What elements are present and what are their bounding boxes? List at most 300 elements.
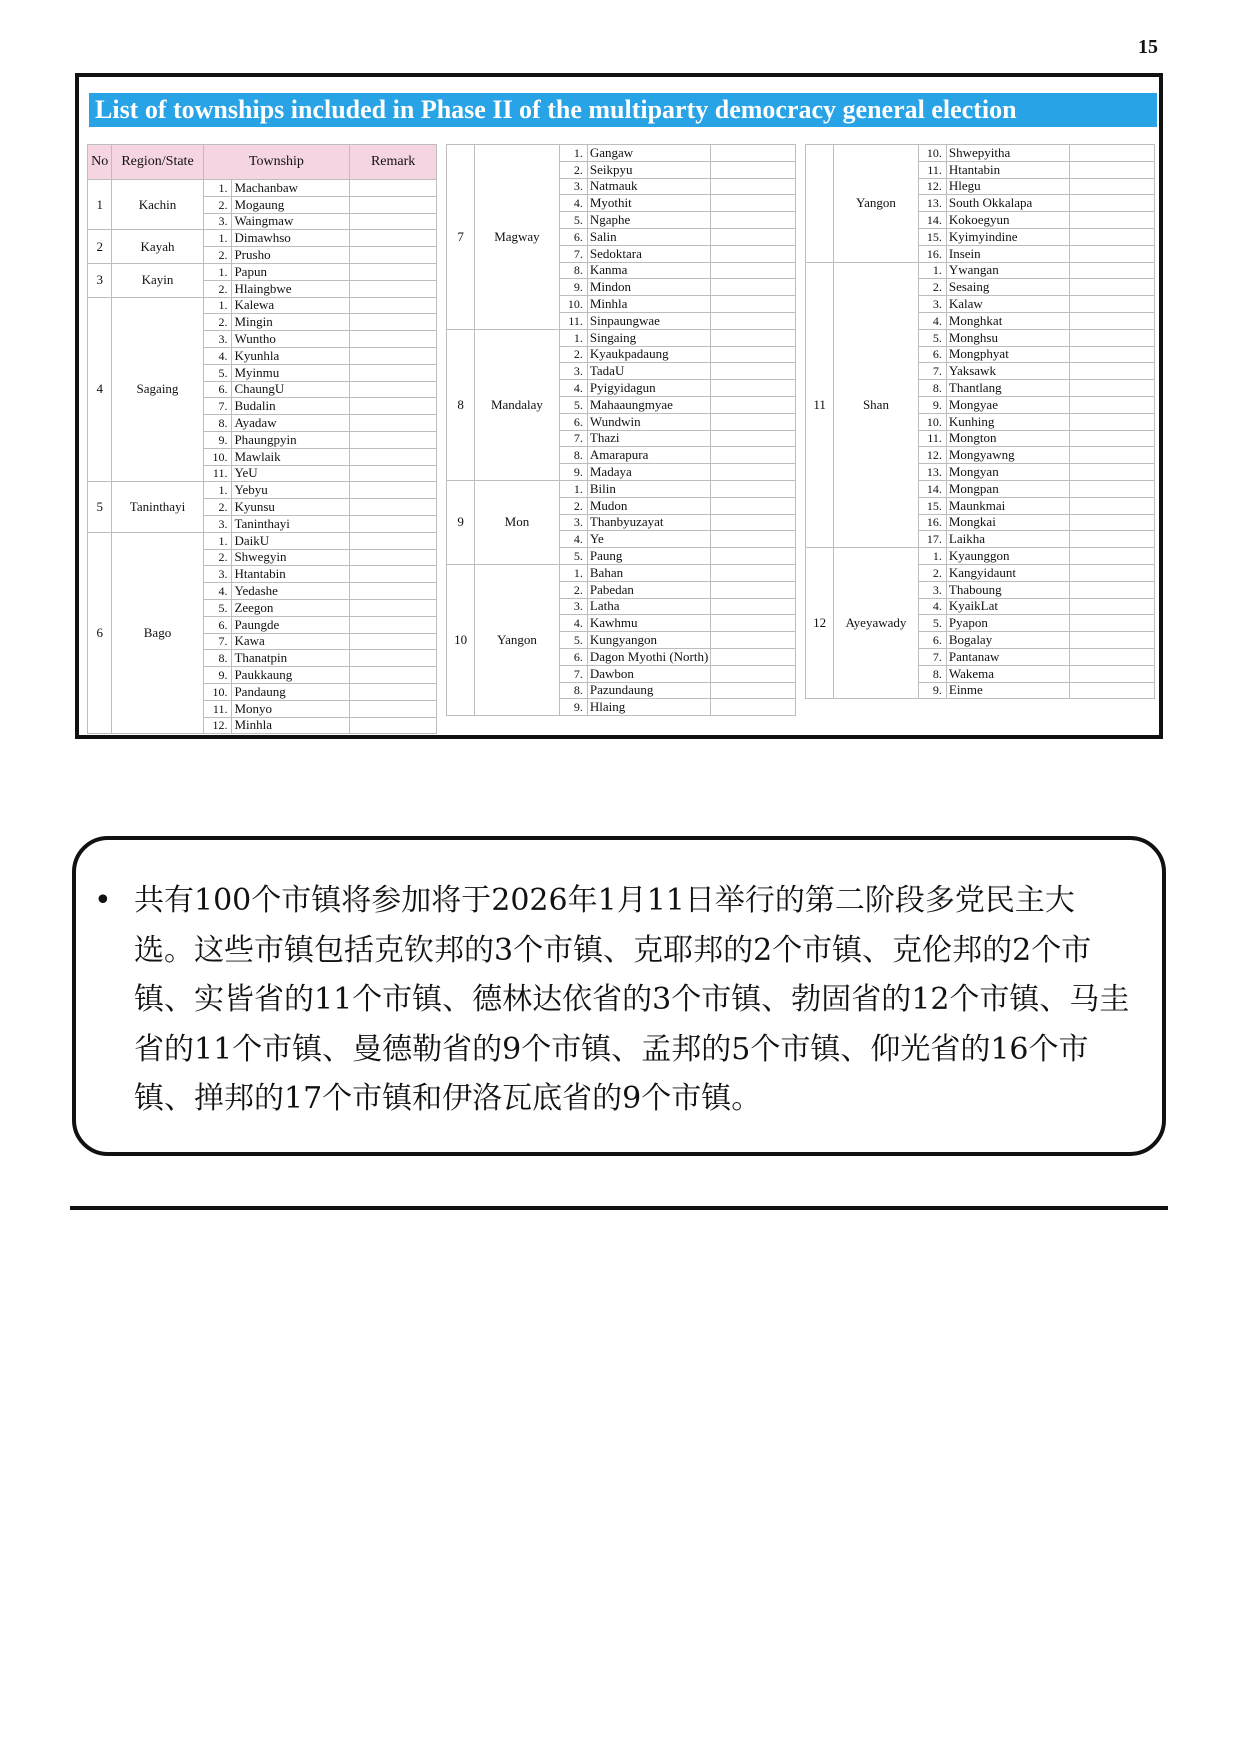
remark-cell — [1070, 195, 1155, 212]
remark-cell — [711, 212, 796, 229]
township-index: 2. — [918, 564, 946, 581]
township-table-figure — [75, 73, 1163, 739]
township-index: 2. — [203, 549, 232, 566]
remark-cell — [1070, 212, 1155, 229]
township-name: Minhla — [587, 296, 711, 313]
region-name: Magway — [475, 145, 560, 330]
township-index: 15. — [918, 228, 946, 245]
township-name: Dimawhso — [232, 230, 350, 247]
table-row — [88, 482, 437, 499]
remark-cell — [1070, 480, 1155, 497]
township-index: 7. — [918, 648, 946, 665]
remark-cell — [711, 447, 796, 464]
township-index: 9. — [559, 699, 587, 716]
township-name: Kyunhla — [232, 347, 350, 364]
remark-cell — [711, 665, 796, 682]
township-index: 1. — [203, 532, 232, 549]
region-name: Yangon — [834, 145, 919, 263]
remark-cell — [350, 549, 437, 566]
region-number: 8 — [447, 329, 475, 480]
township-name: Kunhing — [946, 413, 1070, 430]
township-index: 4. — [559, 380, 587, 397]
remark-cell — [350, 364, 437, 381]
township-name: Pazundaung — [587, 682, 711, 699]
township-index: 8. — [559, 682, 587, 699]
township-index: 5. — [559, 396, 587, 413]
township-index: 15. — [918, 497, 946, 514]
township-index: 16. — [918, 514, 946, 531]
township-name: Htantabin — [946, 161, 1070, 178]
region-number: 6 — [88, 532, 112, 734]
remark-cell — [1070, 346, 1155, 363]
remark-cell — [1070, 682, 1155, 699]
remark-cell — [350, 230, 437, 247]
remark-cell — [1070, 615, 1155, 632]
township-index: 6. — [918, 346, 946, 363]
remark-cell — [350, 180, 437, 197]
remark-cell — [711, 430, 796, 447]
remark-cell — [711, 296, 796, 313]
remark-cell — [1070, 514, 1155, 531]
township-name: Pandaung — [232, 683, 350, 700]
township-index: 6. — [559, 648, 587, 665]
township-index: 10. — [918, 413, 946, 430]
summary-text: 共有100个市镇将参加将于2026年1月11日举行的第二阶段多党民主大选。这些市镇包括克钦邦的3个市镇、克耶邦的2个市镇、克伦邦的2个市镇、实皆省的11个市镇、德林达依省的3个市镇、勃固省的12个市镇、马圭省的11个市镇、曼德勒省的9个市镇、孟邦的5个市镇、仰光省的16个市镇、掸邦的17个市镇和伊洛瓦底省的9个市镇。 — [134, 883, 1130, 1116]
remark-cell — [711, 598, 796, 615]
township-index: 8. — [559, 447, 587, 464]
township-index: 7. — [203, 633, 232, 650]
township-name: Kungyangon — [587, 632, 711, 649]
region-number: 12 — [806, 548, 834, 699]
remark-cell — [1070, 312, 1155, 329]
township-name: Singaing — [587, 329, 711, 346]
township-index: 11. — [203, 465, 232, 482]
township-index: 9. — [918, 396, 946, 413]
region-name: Ayeyawady — [834, 548, 919, 699]
horizontal-rule — [70, 1206, 1168, 1210]
township-name: Thantlang — [946, 380, 1070, 397]
header-remark: Remark — [350, 145, 437, 180]
remark-cell — [1070, 329, 1155, 346]
township-index: 3. — [559, 178, 587, 195]
township-name: Sinpaungwae — [587, 312, 711, 329]
township-index: 3. — [559, 363, 587, 380]
township-index: 2. — [918, 279, 946, 296]
township-name: ChaungU — [232, 381, 350, 398]
remark-cell — [1070, 564, 1155, 581]
remark-cell — [1070, 665, 1155, 682]
township-name: Bogalay — [946, 632, 1070, 649]
region-name: Mon — [475, 480, 560, 564]
township-index: 2. — [203, 247, 232, 264]
township-index: 7. — [203, 398, 232, 415]
region-number: 5 — [88, 482, 112, 532]
township-name: Mongyan — [946, 464, 1070, 481]
township-index: 4. — [559, 195, 587, 212]
region-number: 10 — [447, 564, 475, 715]
township-name: Shwepyitha — [946, 145, 1070, 162]
township-index: 10. — [203, 683, 232, 700]
township-name: Amarapura — [587, 447, 711, 464]
township-index: 2. — [203, 196, 232, 213]
township-name: South Okkalapa — [946, 195, 1070, 212]
remark-cell — [350, 280, 437, 297]
township-name: Seikpyu — [587, 161, 711, 178]
township-name: Taninthayi — [232, 515, 350, 532]
remark-cell — [711, 178, 796, 195]
remark-cell — [350, 431, 437, 448]
township-name: Wuntho — [232, 331, 350, 348]
township-index: 13. — [918, 195, 946, 212]
remark-cell — [711, 396, 796, 413]
township-name: Yaksawk — [946, 363, 1070, 380]
region-name: Sagaing — [112, 297, 203, 482]
township-name: Mindon — [587, 279, 711, 296]
remark-cell — [350, 331, 437, 348]
township-name: Mongphyat — [946, 346, 1070, 363]
township-index: 4. — [203, 583, 232, 600]
township-index: 3. — [918, 581, 946, 598]
township-index: 17. — [918, 531, 946, 548]
township-index: 9. — [203, 431, 232, 448]
township-index: 4. — [203, 347, 232, 364]
township-index: 6. — [203, 381, 232, 398]
header-region: Region/State — [112, 145, 203, 180]
township-index: 1. — [559, 480, 587, 497]
remark-cell — [1070, 581, 1155, 598]
remark-cell — [711, 279, 796, 296]
township-index: 7. — [559, 430, 587, 447]
region-number: 7 — [447, 145, 475, 330]
township-name: Minhla — [232, 717, 350, 734]
remark-cell — [1070, 178, 1155, 195]
bullet-point: • — [94, 883, 112, 918]
remark-cell — [711, 145, 796, 162]
township-index: 6. — [203, 616, 232, 633]
region-name: Mandalay — [475, 329, 560, 480]
township-index: 11. — [918, 161, 946, 178]
table-header-row — [88, 145, 437, 180]
table-row — [88, 297, 437, 314]
township-index: 14. — [918, 480, 946, 497]
township-name: Kawa — [232, 633, 350, 650]
remark-cell — [711, 380, 796, 397]
township-name: Salin — [587, 228, 711, 245]
township-index: 13. — [918, 464, 946, 481]
remark-cell — [711, 497, 796, 514]
township-name: Sedoktara — [587, 245, 711, 262]
township-name: Hlegu — [946, 178, 1070, 195]
township-name: Madaya — [587, 464, 711, 481]
township-name: Myothit — [587, 195, 711, 212]
township-name: Kyimyindine — [946, 228, 1070, 245]
township-index: 1. — [559, 564, 587, 581]
township-index: 4. — [559, 615, 587, 632]
region-name: Kachin — [112, 180, 203, 230]
township-index: 9. — [559, 279, 587, 296]
remark-cell — [1070, 380, 1155, 397]
region-name: Taninthayi — [112, 482, 203, 532]
township-name: KyaikLat — [946, 598, 1070, 615]
township-index: 2. — [559, 581, 587, 598]
township-name: Pabedan — [587, 581, 711, 598]
township-name: Kawhmu — [587, 615, 711, 632]
township-name: Machanbaw — [232, 180, 350, 197]
region-number: 3 — [88, 263, 112, 297]
township-name: Gangaw — [587, 145, 711, 162]
remark-cell — [711, 464, 796, 481]
township-index: 1. — [203, 263, 232, 280]
remark-cell — [711, 581, 796, 598]
remark-cell — [1070, 464, 1155, 481]
header-no: No — [88, 145, 112, 180]
township-index: 5. — [559, 548, 587, 565]
table-row — [88, 532, 437, 549]
remark-cell — [350, 683, 437, 700]
region-name: Shan — [834, 262, 919, 548]
remark-cell — [711, 329, 796, 346]
region-number: 1 — [88, 180, 112, 230]
township-index: 3. — [203, 213, 232, 230]
township-name: Mudon — [587, 497, 711, 514]
township-index: 7. — [918, 363, 946, 380]
remark-cell — [711, 312, 796, 329]
township-index: 2. — [559, 346, 587, 363]
township-index: 6. — [918, 632, 946, 649]
remark-cell — [350, 650, 437, 667]
township-name: Kalewa — [232, 297, 350, 314]
table-row — [806, 262, 1155, 279]
township-index: 10. — [918, 145, 946, 162]
township-index: 9. — [918, 682, 946, 699]
township-name: Monghkat — [946, 312, 1070, 329]
remark-cell — [350, 381, 437, 398]
township-name: Mongkai — [946, 514, 1070, 531]
summary-callout — [72, 836, 1166, 1156]
township-table-part-1 — [87, 144, 437, 734]
township-name: Dagon Myothi (North) — [587, 648, 711, 665]
remark-cell — [1070, 161, 1155, 178]
township-index: 6. — [559, 228, 587, 245]
township-index: 3. — [559, 514, 587, 531]
township-index: 8. — [918, 380, 946, 397]
remark-cell — [1070, 430, 1155, 447]
township-table-part-3 — [805, 144, 1155, 699]
township-index: 1. — [203, 482, 232, 499]
township-name: Thaboung — [946, 581, 1070, 598]
remark-cell — [350, 297, 437, 314]
remark-cell — [711, 161, 796, 178]
remark-cell — [350, 566, 437, 583]
remark-cell — [711, 346, 796, 363]
township-name: Latha — [587, 598, 711, 615]
region-name: Kayah — [112, 230, 203, 264]
remark-cell — [350, 717, 437, 734]
township-name: Einme — [946, 682, 1070, 699]
township-name: Mawlaik — [232, 448, 350, 465]
region-number: 11 — [806, 262, 834, 548]
remark-cell — [1070, 648, 1155, 665]
township-index: 3. — [203, 515, 232, 532]
township-index: 14. — [918, 212, 946, 229]
region-number: 2 — [88, 230, 112, 264]
township-name: Htantabin — [232, 566, 350, 583]
township-name: Mongyae — [946, 396, 1070, 413]
remark-cell — [350, 633, 437, 650]
remark-cell — [1070, 598, 1155, 615]
township-index: 5. — [203, 599, 232, 616]
remark-cell — [350, 532, 437, 549]
township-index: 4. — [918, 312, 946, 329]
remark-cell — [711, 480, 796, 497]
remark-cell — [1070, 447, 1155, 464]
remark-cell — [350, 213, 437, 230]
township-index: 4. — [918, 598, 946, 615]
township-name: Pyigyidagun — [587, 380, 711, 397]
region-name: Kayin — [112, 263, 203, 297]
township-name: Paung — [587, 548, 711, 565]
remark-cell — [1070, 632, 1155, 649]
township-index: 5. — [918, 329, 946, 346]
table-row — [88, 230, 437, 247]
township-name: Ayadaw — [232, 415, 350, 432]
township-name: Dawbon — [587, 665, 711, 682]
township-index: 5. — [203, 364, 232, 381]
remark-cell — [350, 599, 437, 616]
remark-cell — [350, 415, 437, 432]
township-name: Paungde — [232, 616, 350, 633]
township-table-part-2 — [446, 144, 796, 716]
table-row — [88, 180, 437, 197]
region-name: Bago — [112, 532, 203, 734]
remark-cell — [1070, 363, 1155, 380]
township-name: Ye — [587, 531, 711, 548]
township-name: Papun — [232, 263, 350, 280]
township-name: Pantanaw — [946, 648, 1070, 665]
remark-cell — [711, 648, 796, 665]
remark-cell — [711, 548, 796, 565]
township-name: Kyunsu — [232, 499, 350, 516]
township-index: 2. — [203, 499, 232, 516]
township-name: Wakema — [946, 665, 1070, 682]
township-index: 2. — [559, 497, 587, 514]
township-index: 1. — [203, 230, 232, 247]
township-name: Kyaukpadaung — [587, 346, 711, 363]
township-index: 12. — [918, 178, 946, 195]
remark-cell — [711, 245, 796, 262]
township-name: Maunkmai — [946, 497, 1070, 514]
township-name: Laikha — [946, 531, 1070, 548]
remark-cell — [350, 263, 437, 280]
remark-cell — [711, 413, 796, 430]
header-township: Township — [203, 145, 350, 180]
township-name: Pyapon — [946, 615, 1070, 632]
township-index: 2. — [203, 314, 232, 331]
township-name: Wundwin — [587, 413, 711, 430]
township-name: Natmauk — [587, 178, 711, 195]
township-index: 8. — [559, 262, 587, 279]
township-name: Thazi — [587, 430, 711, 447]
region-number: 9 — [447, 480, 475, 564]
township-name: Phaungpyin — [232, 431, 350, 448]
township-name: Zeegon — [232, 599, 350, 616]
table-row — [447, 145, 796, 162]
township-index: 1. — [559, 145, 587, 162]
township-index: 12. — [203, 717, 232, 734]
township-index: 6. — [559, 413, 587, 430]
township-index: 9. — [203, 667, 232, 684]
township-name: Insein — [946, 245, 1070, 262]
township-index: 4. — [559, 531, 587, 548]
township-name: Mogaung — [232, 196, 350, 213]
township-name: Hlaingbwe — [232, 280, 350, 297]
remark-cell — [711, 228, 796, 245]
remark-cell — [1070, 497, 1155, 514]
township-name: Mongpan — [946, 480, 1070, 497]
township-name: DaikU — [232, 532, 350, 549]
remark-cell — [350, 247, 437, 264]
township-name: Shwegyin — [232, 549, 350, 566]
township-name: Hlaing — [587, 699, 711, 716]
township-index: 16. — [918, 245, 946, 262]
township-name: Mongton — [946, 430, 1070, 447]
region-name: Yangon — [475, 564, 560, 715]
remark-cell — [350, 499, 437, 516]
remark-cell — [350, 196, 437, 213]
township-index: 2. — [559, 161, 587, 178]
township-index: 10. — [203, 448, 232, 465]
township-name: Sesaing — [946, 279, 1070, 296]
township-index: 12. — [918, 447, 946, 464]
remark-cell — [1070, 548, 1155, 565]
remark-cell — [711, 262, 796, 279]
township-name: Ywangan — [946, 262, 1070, 279]
table-row — [806, 145, 1155, 162]
township-name: Mingin — [232, 314, 350, 331]
township-index: 1. — [559, 329, 587, 346]
region-number — [806, 145, 834, 263]
township-index: 7. — [559, 245, 587, 262]
remark-cell — [711, 632, 796, 649]
remark-cell — [711, 615, 796, 632]
township-name: Thanbyuzayat — [587, 514, 711, 531]
township-name: Paukkaung — [232, 667, 350, 684]
remark-cell — [350, 398, 437, 415]
township-index: 5. — [559, 632, 587, 649]
remark-cell — [350, 700, 437, 717]
township-index: 5. — [918, 615, 946, 632]
township-index: 10. — [559, 296, 587, 313]
remark-cell — [1070, 262, 1155, 279]
township-index: 5. — [559, 212, 587, 229]
township-name: Prusho — [232, 247, 350, 264]
remark-cell — [1070, 279, 1155, 296]
remark-cell — [711, 564, 796, 581]
township-name: Monghsu — [946, 329, 1070, 346]
township-index: 8. — [918, 665, 946, 682]
township-name: Kangyidaunt — [946, 564, 1070, 581]
township-name: Ngaphe — [587, 212, 711, 229]
page-number: 15 — [1138, 36, 1158, 58]
remark-cell — [1070, 531, 1155, 548]
remark-cell — [711, 195, 796, 212]
township-name: Yebyu — [232, 482, 350, 499]
remark-cell — [1070, 145, 1155, 162]
township-index: 1. — [203, 297, 232, 314]
remark-cell — [1070, 296, 1155, 313]
township-index: 1. — [203, 180, 232, 197]
remark-cell — [350, 482, 437, 499]
